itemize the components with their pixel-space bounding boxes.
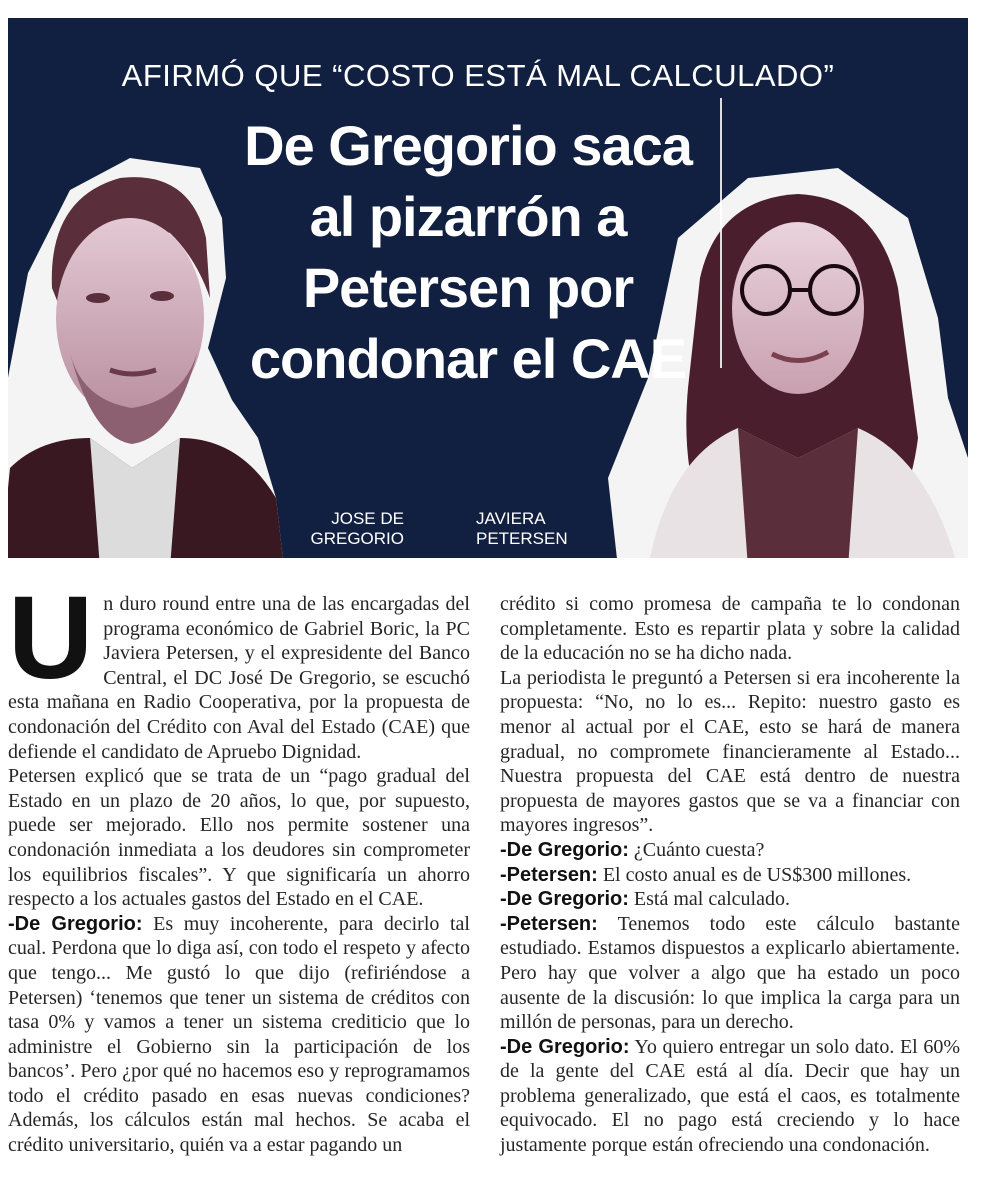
speaker-label: -De Gregorio: [500, 838, 629, 861]
headline-line-3: Petersen por [302, 256, 634, 319]
headline [208, 110, 728, 394]
speaker-label: -De Gregorio: [8, 912, 143, 935]
headline-line-2: al pizarrón a [309, 185, 627, 248]
speaker-label: -De Gregorio: [500, 888, 629, 911]
article-paragraph: Petersen explicó que se trata de un “pago gradual del Estado en un plazo de 20 años, lo que, por supuesto, puede ser mejorado. Ello nos permite sostener una condonación inmediata a los deudores sin comprometer los equilibrios fiscales”. Y que significaría un ahorro respecto a los actuales gastos del Estado en el CAE. [8, 765, 470, 911]
dialogue-line [500, 912, 960, 1035]
quote-text: ¿Cuánto cuesta? [628, 838, 765, 861]
article-paragraph: La periodista le preguntó a Petersen si era incoherente la propuesta: “No, no lo es... Repito: nuestro gasto es menor al actual por el CAE, esto se hará de manera gradual, no compromete financieramente al Estado... Nuestra propuesta del CAE está dentro de nuestra propuesta de mayores gastos que se va a financiar con mayores ingresos”. [500, 666, 960, 837]
dialogue-line [500, 838, 960, 863]
quote-text: El costo anual es de US$300 millones. [597, 863, 912, 886]
caption-petersen-line-2: PETERSEN [476, 529, 568, 548]
article-paragraph: n duro round entre una de las encargadas del programa económico de Gabriel Boric, la PC Javiera Petersen, y el expresidente del Banco Central, el DC José De Gregorio, se escuchó esta mañana en Radio Cooperativa, por la propuesta de condonación del Crédito con Aval del Estado (CAE) que defiende el candidato de Apruebo Dignidad. [8, 593, 470, 763]
caption-petersen [476, 509, 596, 549]
headline-line-1: De Gregorio saca [244, 114, 692, 177]
article-paragraph: crédito si como promesa de campaña te lo condonan completamente. Esto es repartir plata y sobre la calidad de la educación no se ha dicho nada. [500, 593, 960, 665]
caption-de-gregorio-line-1: JOSE DE [331, 509, 404, 528]
quote-text: Yo quiero entregar un solo dato. El 60% de la gente del CAE está al día. Decir que hay un problema generalizado, que está el caos, es totalmente equivocado. El no pago está creciendo y lo hace justamente porque están ofreciendo una condonación. [500, 1035, 960, 1157]
speaker-label: -Petersen: [500, 912, 598, 935]
caption-de-gregorio [308, 509, 404, 549]
article-column-2 [500, 592, 960, 1158]
caption-de-gregorio-line-2: GREGORIO [310, 529, 404, 548]
headline-line-4: condonar el CAE [249, 327, 687, 390]
dialogue-line [500, 863, 960, 888]
quote-text: Es muy incoherente, para decirlo tal cual. Perdona que lo diga así, con todo el respeto y afecto que tengo... Me gustó lo que dijo (refiriéndose a Petersen) ‘tenemos que tener un sistema de créditos con tasa 0% y vamos a tener un sistema crediticio que lo administre el Gobierno sin la participación de los bancos’. Pero ¿por qué no hacemos eso y reprogramamos todo el crédito pasado en esas nuevas condiciones? Además, los cálculos están mal hechos. Se acaba el crédito universitario, quién va a estar pagando un [8, 912, 470, 1157]
article-column-1 [8, 572, 470, 1158]
caption-petersen-line-1: JAVIERA [476, 509, 546, 528]
article-paragraph [8, 912, 470, 1158]
quote-text: Está mal calculado. [628, 888, 790, 911]
headline-divider [720, 98, 722, 368]
dialogue-line [500, 1035, 960, 1158]
speaker-label: -De Gregorio: [500, 1035, 630, 1058]
dialogue-line [500, 887, 960, 912]
header-banner [8, 18, 968, 558]
speaker-label: -Petersen: [500, 863, 598, 886]
kicker: AFIRMÓ QUE “COSTO ESTÁ MAL CALCULADO” [121, 58, 835, 93]
quote-text: Tenemos todo este cálculo bastante estudiado. Estamos dispuestos a explicarlo abiertamente. Pero hay que volver a algo que ha estado un poco ausente de la discusión: lo que implica la carga para un millón de personas, para un derecho. [500, 912, 960, 1034]
drop-cap: U [8, 572, 94, 704]
